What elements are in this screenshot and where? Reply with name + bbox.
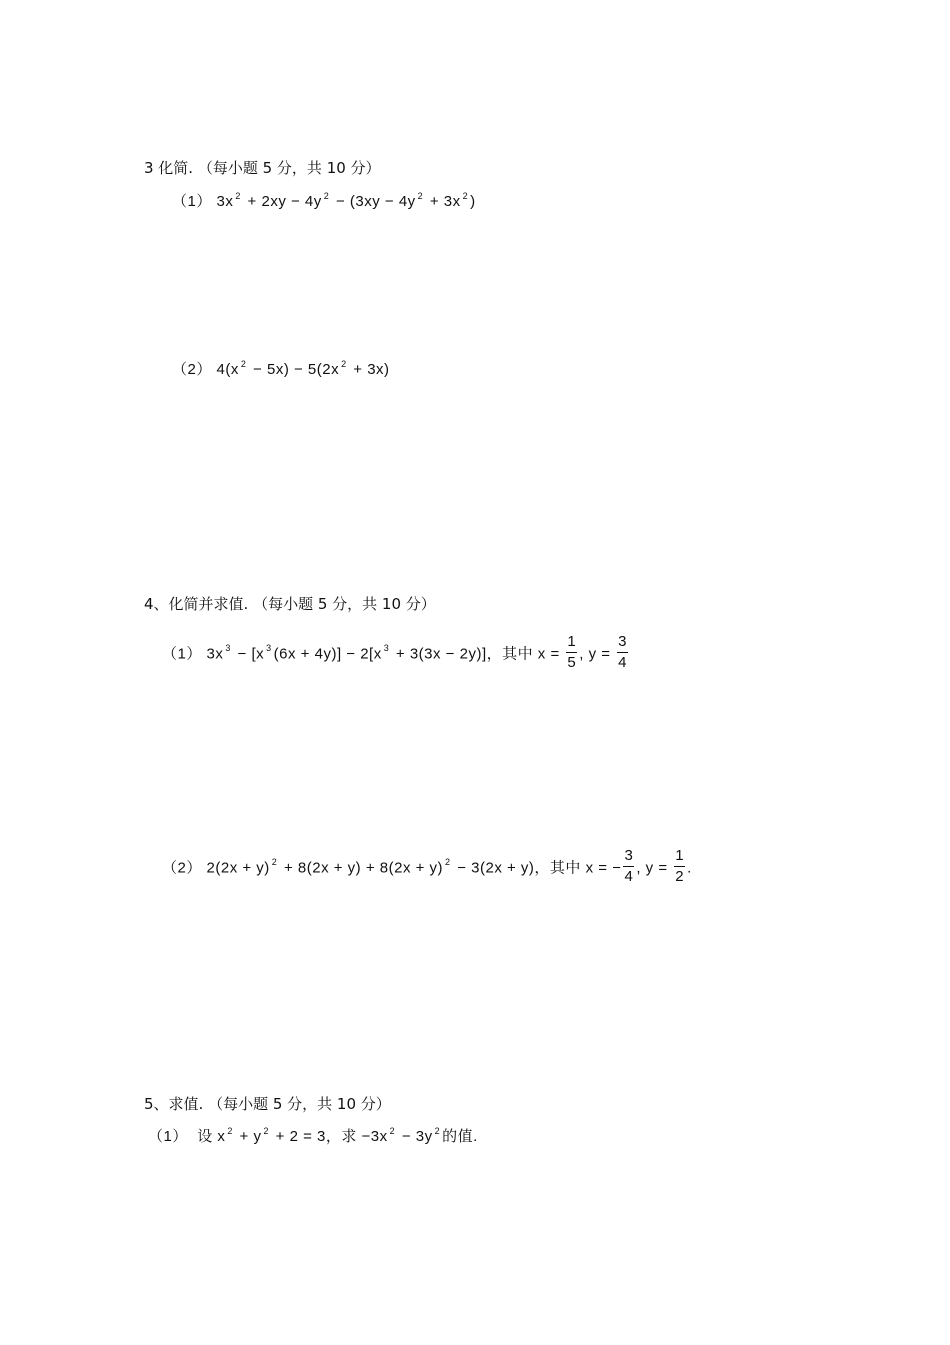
q5-heading: 5、求值. （每小题 5 分，共 10 分） xyxy=(144,1095,391,1113)
fraction-y: $\frac{3}{4}$ xyxy=(618,633,628,671)
q3-part1-label: （1） xyxy=(172,193,212,210)
q4-heading: 4、化简并求值. （每小题 5 分，共 10 分） xyxy=(144,595,436,613)
q4-part2-label: （2） xyxy=(162,859,202,877)
q4-part2: （2） 2(2x + y) $^2$ + 8(2x + y) + 8(2x + y) $^2$ − 3(2x + y)，其中 x = − $\frac{3}{4}$ , y = $\frac{1}{2}$ . xyxy=(162,847,692,885)
fraction-y: $\frac{1}{2}$ xyxy=(675,847,685,885)
q5-part1: （1） 设 x $^2$ + y $^2$ + 2 = 3，求 −3x $^2$ − 3y $^2$ 的值. xyxy=(148,1126,478,1145)
fraction-x: $\frac{3}{4}$ xyxy=(624,847,634,885)
q4-part1: （1） 3x $^3$ − [x $^3$ (6x + 4y)] − 2[x $^3$ + 3(3x − 2y)]，其中 x = $\frac{1}{5}$ , y = $\frac{3}{4}$ xyxy=(162,633,628,671)
q5-part1-label: （1） xyxy=(148,1128,188,1145)
q3-part2: （2） 4(x $^2$ − 5x) − 5(2x $^2$ + 3x) xyxy=(172,359,390,378)
q3-part1: （1） 3x $^2$ + 2xy − 4y $^2$ − (3xy − 4y $^2$ + 3x $^2$ ) xyxy=(172,191,476,210)
q3-part2-label: （2） xyxy=(172,361,212,378)
fraction-x: $\frac{1}{5}$ xyxy=(567,633,577,671)
q4-part1-label: （1） xyxy=(162,645,202,663)
q3-heading: 3 化简. （每小题 5 分，共 10 分） xyxy=(144,159,381,177)
